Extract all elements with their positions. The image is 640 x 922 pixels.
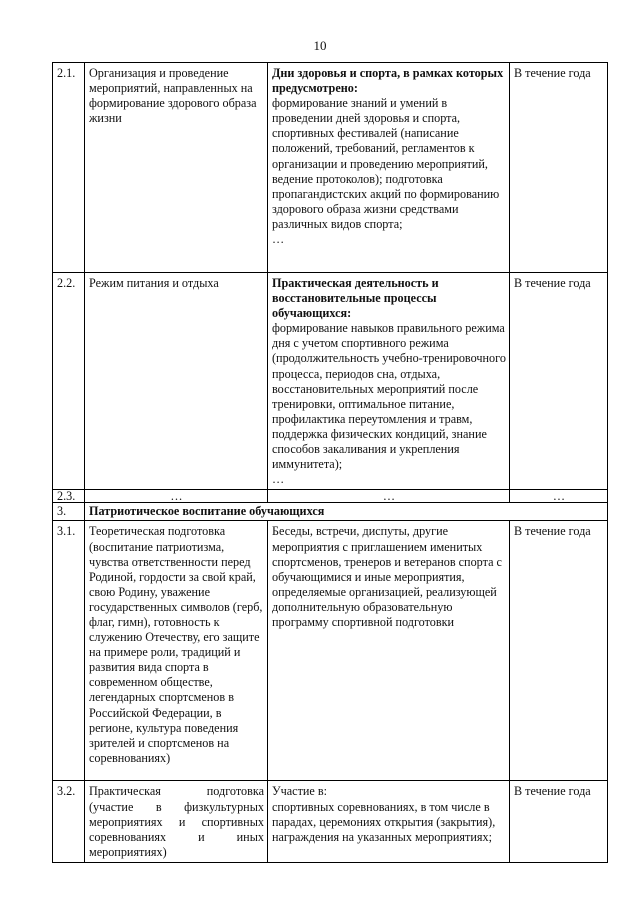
- activity-name: Теоретическая подготовка (воспитание патриотизма, чувства ответственности перед Родиной, гордости за свой край, свою Родину, уважение государственных символов (герб, флаг, гимн), готовность к служению Отечеству, его защите на примере роли, традиций и развития вида спорта в современном обществе, легендарных спортсменов в Российской Федерации, в регионе, культура поведения зрителей и спортсменов на соревнованиях): [85, 521, 268, 781]
- activity-content: [268, 273, 510, 490]
- activity-content: Беседы, встречи, диспуты, другие мероприятия с приглашением именитых спортсменов, тренеров и ветеранов спорта с обучающимися и иные мероприятия, определяемые организацией, реализующей дополнительную образовательную программу спортивной подготовки: [268, 521, 510, 781]
- table-row: [53, 490, 608, 503]
- content-ellipsis: …: [272, 472, 285, 487]
- activity-name: …: [85, 490, 268, 503]
- content-text: формирование знаний и умений в проведении дней здоровья и спорта, спортивных фестивалей (написание положений, требований, регламентов к организации и проведению мероприятий, ведение протоколов); подготовка пропагандистских акций по формированию здорового образа жизни средствами различных видов спорта;: [272, 96, 500, 231]
- activity-content: …: [268, 490, 510, 503]
- row-number: 3.2.: [53, 781, 85, 862]
- content-text: спортивных соревнованиях, в том числе в парадах, церемониях открытия (закрытия), награждения на указанных мероприятиях;: [272, 799, 496, 844]
- activity-term: В течение года: [510, 63, 608, 273]
- activity-name: Организация и проведение мероприятий, направленных на формирование здорового образа жизни: [85, 63, 268, 273]
- table-row: [53, 63, 608, 273]
- section-row: [53, 503, 608, 521]
- page-number: 10: [313, 38, 327, 53]
- content-text: формирование навыков правильного режима дня с учетом спортивного режима (продолжительность учебно-тренировочного процесса, периодов сна, отдыха, восстановительных мероприятий после тренировки, оптимальное питание, профилактика переутомления и травм, поддержка физических кондиций, знание способов закаливания и укрепления иммунитета);: [272, 321, 506, 472]
- row-number: 2.2.: [53, 273, 85, 490]
- row-number: 3.1.: [53, 521, 85, 781]
- activity-name: Режим питания и отдыха: [85, 273, 268, 490]
- content-title: Практическая деятельность и восстановительные процессы обучающихся:: [272, 276, 439, 321]
- section-number: 3.: [53, 503, 85, 521]
- activity-name: Практическая подготовка (участие в физкультурных мероприятиях и спортивных соревнованиях и иных мероприятиях): [85, 781, 268, 862]
- table-row: [53, 273, 608, 490]
- content-title: Участие в:: [272, 784, 328, 799]
- table-row: [53, 521, 608, 781]
- table-row: [53, 781, 608, 862]
- content-title: Дни здоровья и спорта, в рамках которых предусмотрено:: [272, 66, 504, 96]
- activities-table: [52, 62, 608, 863]
- activity-content: [268, 781, 510, 862]
- activity-content: [268, 63, 510, 273]
- section-title: Патриотическое воспитание обучающихся: [85, 503, 608, 521]
- activity-term: В течение года: [510, 781, 608, 862]
- row-number: 2.1.: [53, 63, 85, 273]
- row-number: 2.3.: [53, 490, 85, 503]
- activity-term: В течение года: [510, 273, 608, 490]
- activity-term: В течение года: [510, 521, 608, 781]
- activity-term: …: [510, 490, 608, 503]
- content-ellipsis: …: [272, 232, 285, 247]
